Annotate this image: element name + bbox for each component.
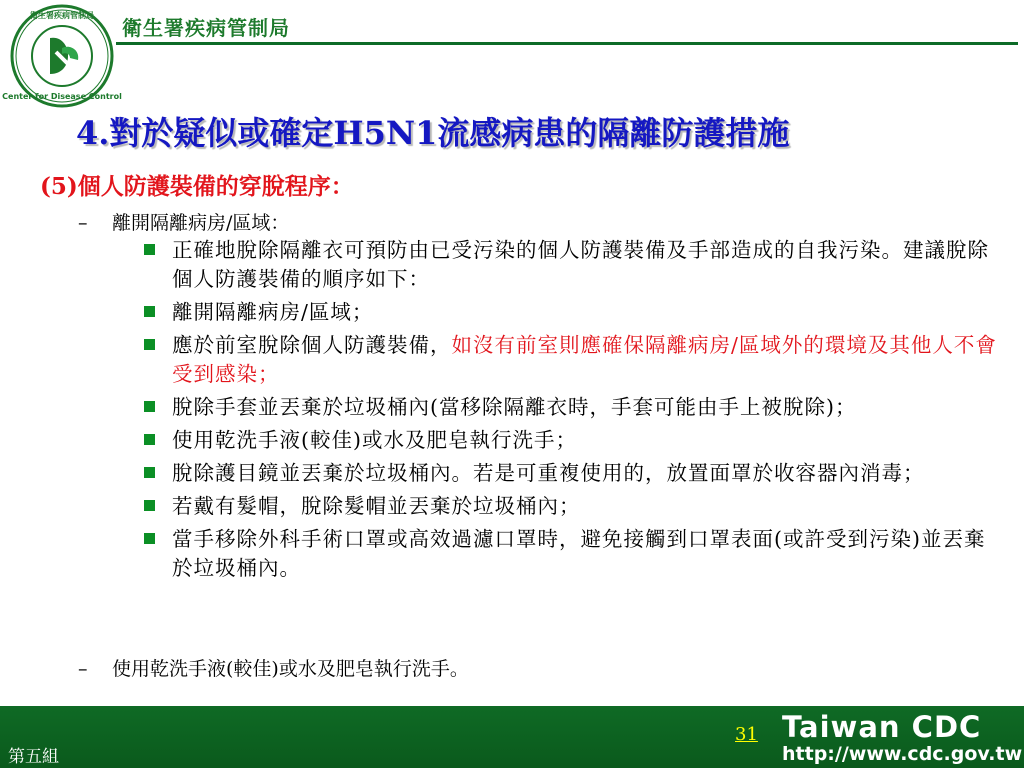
- list-item: [142, 492, 1002, 521]
- bullet-text: 使用乾洗手液(較佳)或水及肥皂執行洗手；: [172, 428, 577, 452]
- bullet-list: [142, 236, 1002, 587]
- bullet-text: 正確地脫除隔離衣可預防由已受污染的個人防護裝備及手部造成的自我污染。建議脫除個人防護裝備的順序如下：: [172, 238, 989, 291]
- bullet-text: 離開隔離病房/區域；: [172, 300, 374, 324]
- square-bullet-icon: [144, 434, 155, 445]
- list-item: [142, 459, 1002, 488]
- brand-name: Taiwan CDC: [782, 710, 982, 744]
- logo-top-caption: 衛生署疾病管制局: [30, 11, 94, 20]
- logo-caption: Center for Disease Control: [2, 92, 122, 101]
- list-item: [142, 236, 1002, 294]
- bullet-text: 當手移除外科手術口罩或高效過濾口罩時，避免接觸到口罩表面(或許受到污染)並丟棄於垃圾桶內。: [172, 527, 986, 580]
- list-item: [142, 426, 1002, 455]
- list-item: [142, 525, 1002, 583]
- list-item: [142, 393, 1002, 422]
- org-name: 衛生署疾病管制局: [122, 16, 290, 40]
- cdc-logo: [2, 4, 122, 108]
- bullet-red-text: 如沒有前室則應確保隔離病房/區域外的環境及其他人不會受到感染；: [172, 333, 997, 386]
- dash-item-leave-room: [78, 208, 289, 235]
- list-item: [142, 298, 1002, 327]
- square-bullet-icon: [144, 339, 155, 350]
- dash-item-label: 離開隔離病房/區域：: [112, 212, 290, 234]
- slide-title: 4.對於疑似或確定H5N1流感病患的隔離防護措施: [76, 114, 790, 152]
- dash-item-label: 使用乾洗手液(較佳)或水及肥皂執行洗手。: [112, 658, 469, 680]
- bullet-text: 若戴有髮帽，脫除髮帽並丟棄於垃圾桶內；: [172, 494, 581, 518]
- square-bullet-icon: [144, 467, 155, 478]
- brand-url: http://www.cdc.gov.tw: [782, 743, 1023, 765]
- bullet-text: 脫除手套並丟棄於垃圾桶內(當移除隔離衣時，手套可能由手上被脫除)；: [172, 395, 857, 419]
- square-bullet-icon: [144, 401, 155, 412]
- square-bullet-icon: [144, 533, 155, 544]
- header-divider: [116, 42, 1018, 45]
- square-bullet-icon: [144, 306, 155, 317]
- bullet-text: 脫除護目鏡並丟棄於垃圾桶內。若是可重複使用的，放置面罩於收容器內消毒；: [172, 461, 925, 485]
- list-item: [142, 331, 1002, 389]
- dash-marker: –: [78, 212, 88, 234]
- bullet-text: 應於前室脫除個人防護裝備，: [172, 333, 452, 357]
- group-label: 第五組: [8, 747, 59, 767]
- dash-item-wash-hands: [78, 654, 469, 681]
- square-bullet-icon: [144, 244, 155, 255]
- square-bullet-icon: [144, 500, 155, 511]
- page-number: 31: [735, 724, 758, 745]
- dash-marker: –: [78, 658, 88, 680]
- section-heading: (5)個人防護裝備的穿脫程序：: [40, 173, 354, 200]
